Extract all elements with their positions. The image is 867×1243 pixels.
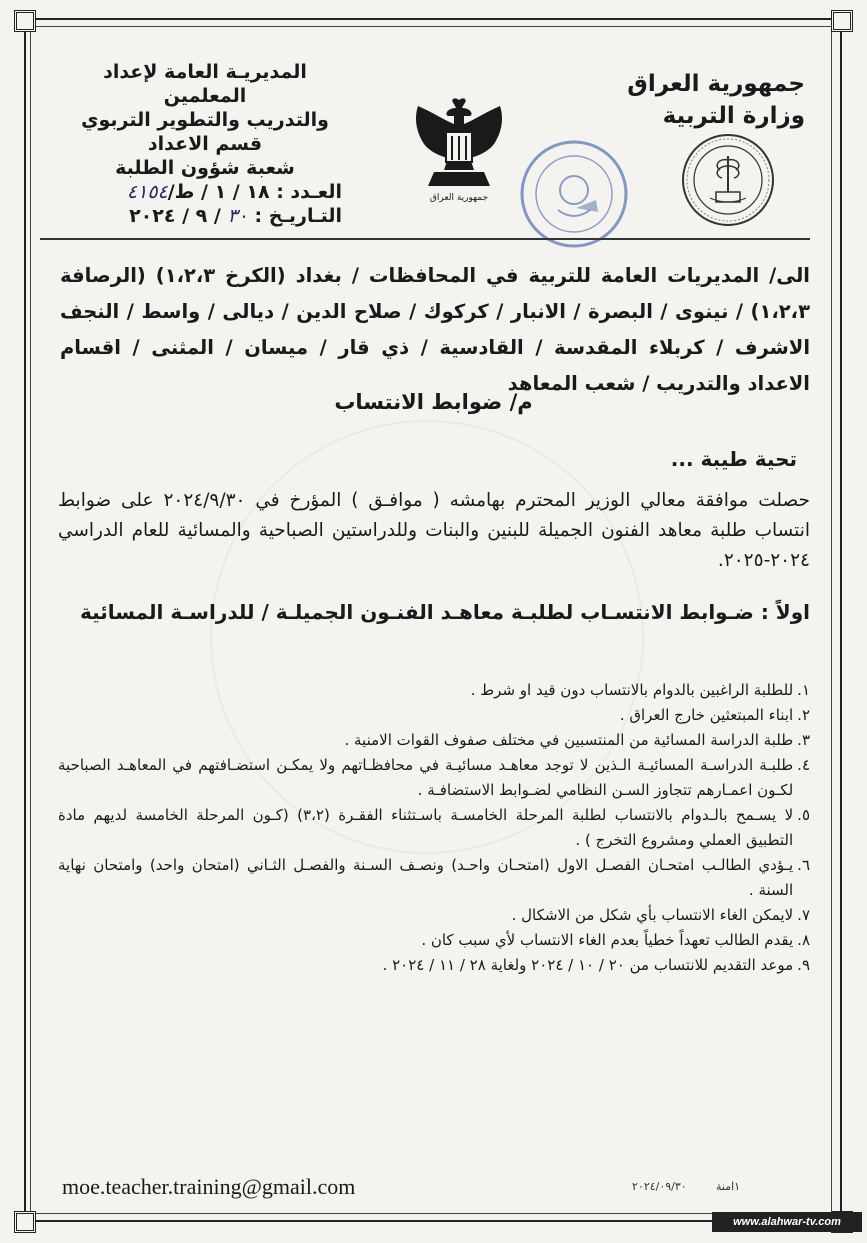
- letter-date-label: التـاريـخ :: [254, 205, 342, 227]
- list-item: [58, 803, 810, 853]
- body-paragraph: حصلت موافقة معالي الوزير المحترم بهامشه ( موافـق ) المؤرخ في ٢٠٢٤/٩/٣٠ على ضوابط انتساب طلبة معاهد الفنون الجميلة للبنين والبنات وللدراستين الصباحية والمسائية للعام الدراسي ٢٠٢٤-٢٠٢٥.: [58, 490, 810, 571]
- list-item-number: ٦.: [797, 856, 810, 874]
- list-item-number: ٨.: [797, 931, 810, 949]
- list-item-text: يـؤدي الطالـب امتحـان الفصـل الاول (امتحـان واحـد) ونصـف السـنة والفصـل الثـاني (امتحان واحد) وامتحان نهاية السنة .: [58, 856, 794, 899]
- reference-number-value: ١٨ / ١ / ط/: [167, 181, 270, 203]
- section-title: اولاً : ضـوابط الانتسـاب لطلبـة معاهـد الفنـون الجميلـة / للدراسـة المسائية: [79, 600, 810, 624]
- directorate-line-1: المديريـة العامة لإعداد المعلمين: [103, 61, 307, 107]
- addressee-block: الى/ المديريات العامة للتربية في المحافظات / بغداد (الكرخ ١،٢،٣) (الرصافة ١،٢،٣) / نينوى / البصرة / الانبار / كركوك / صلاح الدين / ديالى / واسط / النجف الاشرف / كربلاء المقدسة / القادسية / ذي قار / ميسان / المثنى / اقسام الاعداد والتدريب / شعب المعاهد: [60, 264, 810, 395]
- footer-date: ٢٠٢٤/٠٩/٣٠: [632, 1180, 687, 1193]
- list-item: [58, 928, 810, 953]
- directorate-line-4: شعبة شؤون الطلبة: [115, 157, 295, 179]
- letterhead-directorate: [60, 60, 350, 228]
- blue-ministry-stamp: [518, 138, 630, 250]
- directorate-line-2: والتدريب والتطوير التربوي: [81, 109, 329, 131]
- list-item: [58, 678, 810, 703]
- list-item-text: طلبـة الدراسـة المسائيـة الـذين لا توجد معاهـد مسائيـة في محافظـاتهم ولا يمكـن استضـافتهم في المعاهـد الصباحية لكـون اعمـارهم تتجاوز السـن النظامي لضـوابط الاستضافـة .: [58, 756, 794, 799]
- letterhead-ministry: [565, 68, 805, 132]
- border-ornament: [14, 1211, 36, 1233]
- letter-subject: م/ ضوابط الانتساب: [334, 390, 533, 414]
- border-ornament: [831, 10, 853, 32]
- list-item: [58, 903, 810, 928]
- list-item-text: موعد التقديم للانتساب من ٢٠ / ١٠ / ٢٠٢٤ ولغاية ٢٨ / ١١ / ٢٠٢٤ .: [382, 956, 794, 974]
- reference-number: [60, 180, 350, 204]
- list-item-number: ٧.: [797, 906, 810, 924]
- list-item-number: ٣.: [797, 731, 810, 749]
- list-item: [58, 753, 810, 803]
- list-item-number: ٩.: [797, 956, 810, 974]
- iraq-eagle-emblem: [404, 92, 514, 210]
- emblem-caption: جمهورية العراق: [429, 193, 489, 203]
- directorate-line-3: قسم الاعداد: [147, 133, 263, 155]
- border-ornament: [14, 10, 36, 32]
- footer-initials: ١امنة: [716, 1180, 741, 1193]
- list-item-number: ٥.: [797, 806, 810, 824]
- reference-number-label: العـدد :: [276, 181, 342, 203]
- list-item-text: طلبة الدراسة المسائية من المنتسبين في مختلف صفوف القوات الامنية .: [344, 731, 794, 749]
- list-item-text: للطلبة الراغبين بالدوام بالانتساب دون قيد او شرط .: [470, 681, 794, 699]
- site-watermark: www.alahwar-tv.com: [712, 1212, 862, 1232]
- regulations-list: [58, 678, 810, 978]
- list-item: [58, 728, 810, 753]
- list-item-number: ٤.: [797, 756, 810, 774]
- greeting: تحية طيبة ...: [670, 447, 797, 471]
- letterhead-ministry-name: وزارة التربية: [662, 103, 805, 129]
- letter-date: [60, 204, 350, 228]
- list-item-text: لايمكن الغاء الانتساب بأي شكل من الاشكال .: [511, 906, 794, 924]
- header-divider: [40, 238, 810, 240]
- list-item: [58, 703, 810, 728]
- contact-email[interactable]: moe.teacher.training@gmail.com: [62, 1174, 356, 1199]
- letter-date-handwritten: ٣٠: [227, 205, 248, 227]
- list-item-text: لا يسـمح بالـدوام بالانتساب لطلبة المرحلة الخامسـة باسـتثناء الفقـرة (٣،٢) (كـون المرحلة الخامسة لديهم مادة التطبيق العملي ومشروع التخرج ) .: [58, 806, 794, 849]
- list-item: [58, 853, 810, 903]
- ministry-of-education-seal: [680, 132, 776, 228]
- list-item-text: ابناء المبتعثين خارج العراق .: [619, 706, 794, 724]
- list-item-number: ١.: [797, 681, 810, 699]
- letterhead-country: جمهورية العراق: [627, 71, 805, 97]
- list-item-number: ٢.: [797, 706, 810, 724]
- list-item-text: يقدم الطالب تعهداً خطياً بعدم الغاء الانتساب لأي سبب كان .: [421, 931, 794, 949]
- letter-date-value: / ٩ / ٢٠٢٤: [129, 205, 221, 227]
- reference-number-handwritten: ٤١٥٤: [126, 181, 168, 203]
- list-item: [58, 953, 810, 978]
